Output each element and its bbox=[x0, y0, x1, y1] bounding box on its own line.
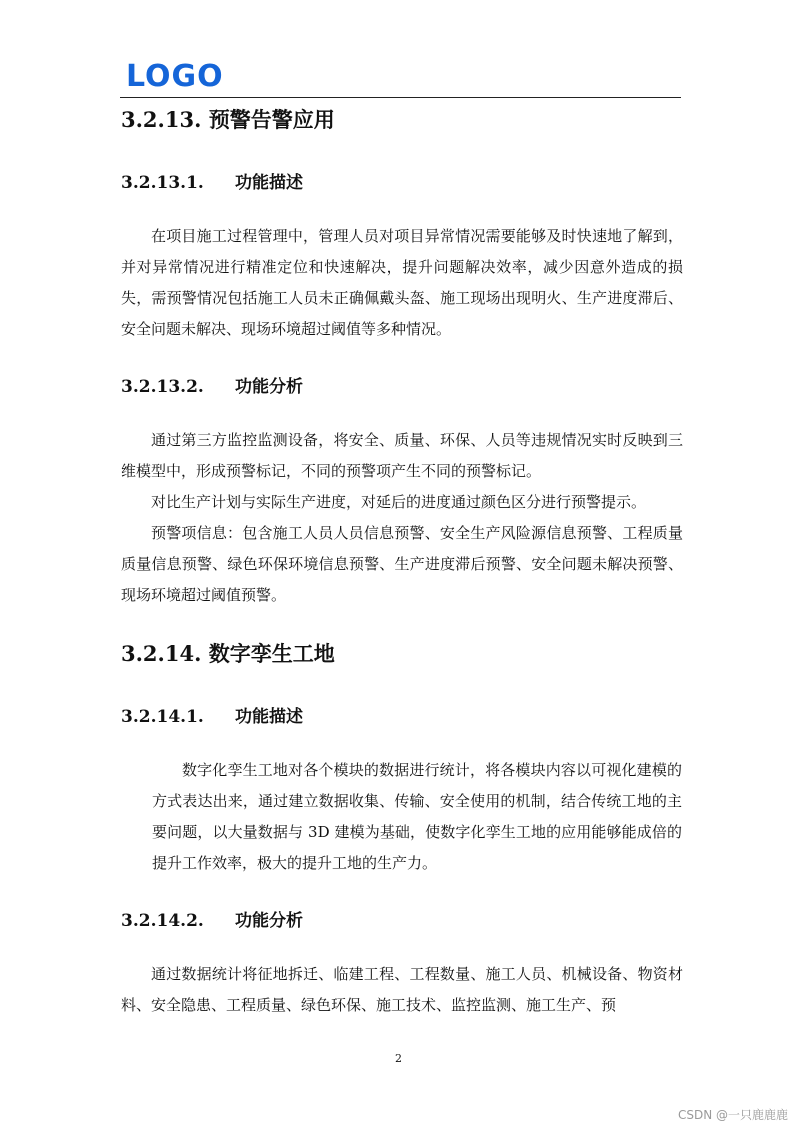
page-number: 2 bbox=[395, 1052, 402, 1065]
subsection-number: 3.2.14.2. bbox=[121, 911, 204, 931]
watermark: CSDN @一只鹿鹿鹿 bbox=[677, 1108, 788, 1122]
subsection-number: 3.2.14.1. bbox=[121, 707, 204, 727]
section-title: 3.2.13. 预警告警应用 bbox=[121, 107, 335, 132]
paragraph: 预警项信息：包含施工人员人员信息预警、安全生产风险源信息预警、工程质量质量信息预警、绿色环保环境信息预警、生产进度滞后预警、安全问题未解决预警、现场环境超过阈值预警。 bbox=[121, 524, 683, 604]
header-rule bbox=[120, 97, 681, 98]
subsection-number: 3.2.13.1. bbox=[121, 173, 204, 193]
subsection-title: 功能描述 bbox=[235, 173, 303, 193]
subsection-heading bbox=[121, 706, 303, 728]
subsection-title: 功能分析 bbox=[235, 911, 303, 931]
paragraph: 对比生产计划与实际生产进度，对延后的进度通过颜色区分进行预警提示。 bbox=[151, 493, 647, 511]
subsection-number: 3.2.13.2. bbox=[121, 377, 204, 397]
paragraph: 通过第三方监控监测设备，将安全、质量、环保、人员等违规情况实时反映到三维模型中，形成预警标记，不同的预警项产生不同的预警标记。 bbox=[121, 431, 683, 480]
paragraph: 在项目施工过程管理中，管理人员对项目异常情况需要能够及时快速地了解到，并对异常情况进行精准定位和快速解决，提升问题解决效率，减少因意外造成的损失，需预警情况包括施工人员未正确佩戴头盔、施工现场出现明火、生产进度滞后、安全问题未解决、现场环境超过阈值等多种情况。 bbox=[121, 227, 683, 338]
subsection-heading bbox=[121, 910, 303, 932]
section-title: 3.2.14. 数字孪生工地 bbox=[121, 641, 335, 666]
paragraph: 通过数据统计将征地拆迁、临建工程、工程数量、施工人员、机械设备、物资材料、安全隐患、工程质量、绿色环保、施工技术、监控监测、施工生产、预 bbox=[121, 965, 683, 1014]
subsection-title: 功能描述 bbox=[235, 707, 303, 727]
logo: LOGO bbox=[126, 59, 224, 94]
subsection-heading bbox=[121, 172, 303, 194]
paragraph: 数字化孪生工地对各个模块的数据进行统计，将各模块内容以可视化建模的方式表达出来，通过建立数据收集、传输、安全使用的机制，结合传统工地的主要问题，以大量数据与 3D 建模为基础，使数字化孪生工地的应用能够能成倍的提升工作效率，极大的提升工地的生产力。 bbox=[152, 761, 682, 872]
subsection-heading bbox=[121, 376, 303, 398]
subsection-title: 功能分析 bbox=[235, 377, 303, 397]
